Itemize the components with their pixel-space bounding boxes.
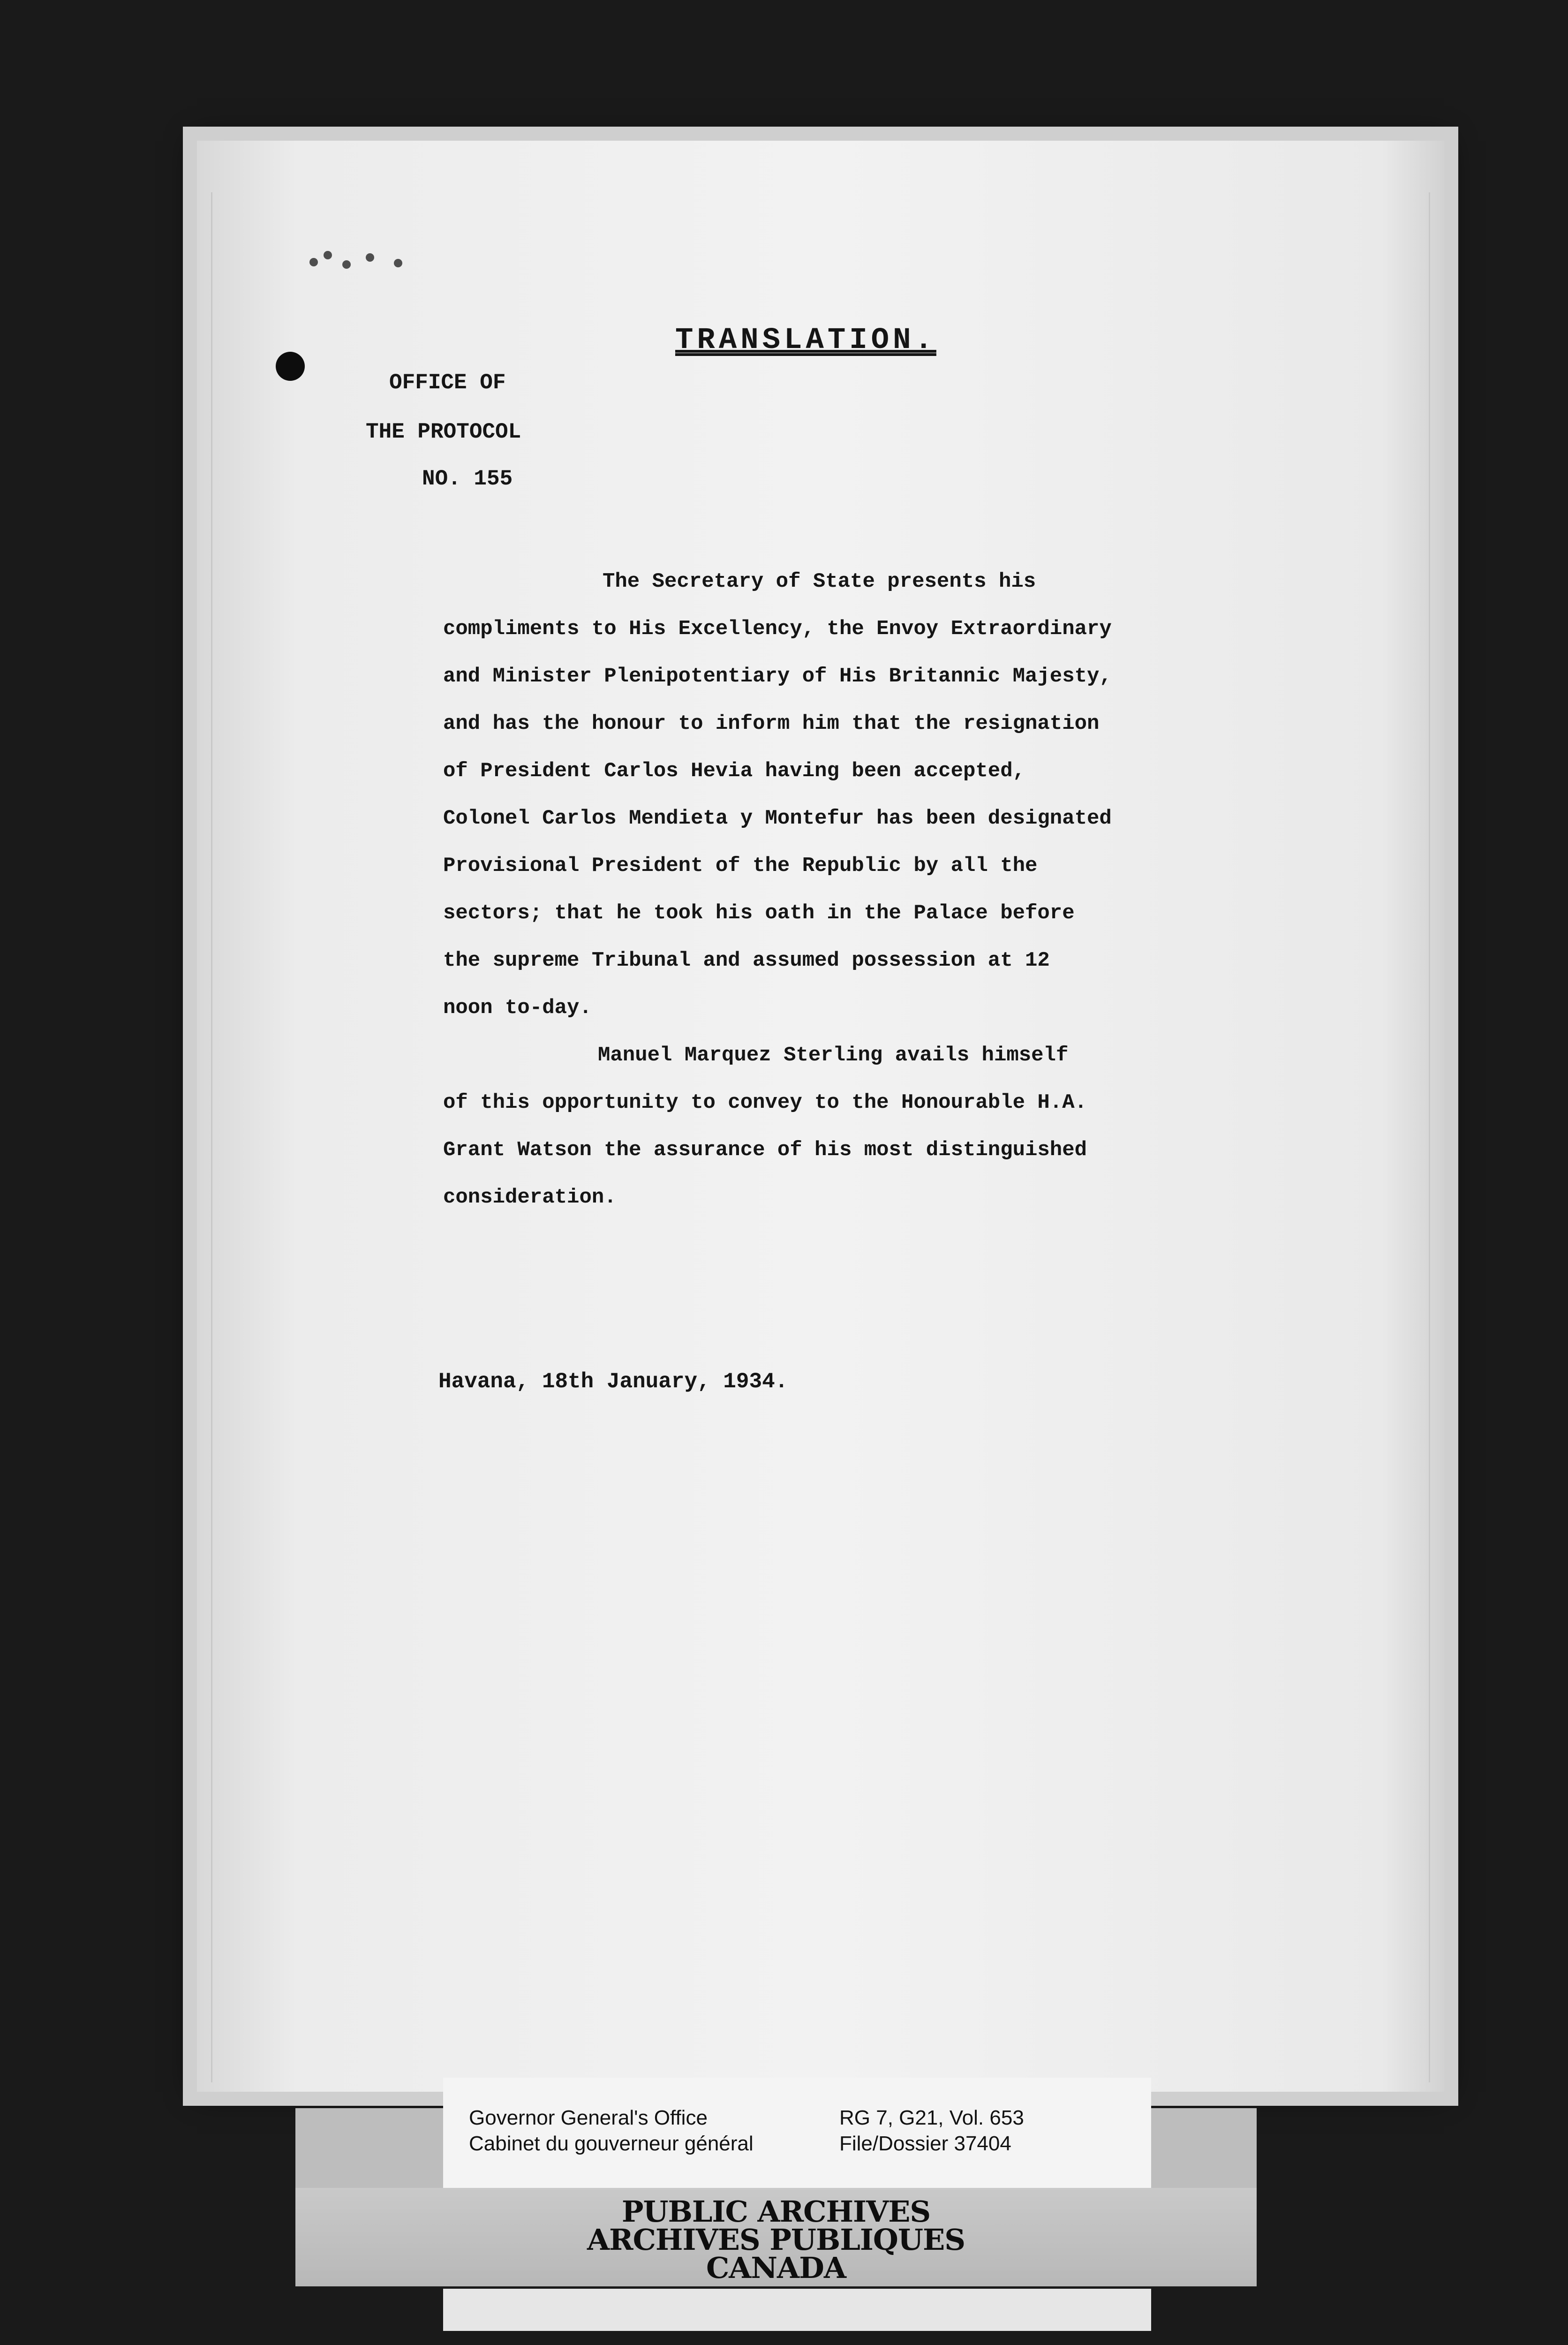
archives-stamp-line-3: CANADA [706,2251,846,2285]
closing-line: consideration. [443,1186,617,1209]
archives-stamp-line-2: ARCHIVES PUBLIQUES [587,2223,965,2257]
paper-stain [305,249,408,277]
office-line-1: OFFICE OF [389,371,506,395]
office-label-fr: Cabinet du gouverneur général [469,2132,754,2155]
body-line: and Minister Plenipotentiary of His Britannic Majesty, [443,665,1112,688]
body-line: compliments to His Excellency, the Envoy Extraordinary [443,617,1112,641]
body-line: the supreme Tribunal and assumed possession at 12 [443,949,1050,972]
closing-line: Grant Watson the assurance of his most distinguished [443,1138,1087,1162]
body-line: and has the honour to inform him that the resignation [443,712,1100,735]
file-dossier-label: File/Dossier 37404 [839,2132,1011,2155]
letter-body [443,558,1240,1221]
body-line: The Secretary of State presents his [603,570,1036,593]
label-bottom-strip [443,2289,1151,2331]
office-line-2: THE PROTOCOL [366,420,521,444]
body-line: noon to-day. [443,996,592,1020]
body-line: Provisional President of the Republic by all the [443,854,1038,877]
record-group-label: RG 7, G21, Vol. 653 [839,2106,1024,2129]
body-line: Colonel Carlos Mendieta y Montefur has been designated [443,807,1112,830]
office-label-en: Governor General's Office [469,2106,708,2129]
archives-stamp-line-1: PUBLIC ARCHIVES [621,2194,931,2229]
punch-hole [276,352,305,381]
body-line: sectors; that he took his oath in the Palace before [443,901,1075,925]
office-number: NO. 155 [422,467,513,491]
document-heading: TRANSLATION. [675,324,936,357]
date-line: Havana, 18th January, 1934. [438,1369,788,1394]
body-line: of President Carlos Hevia having been accepted, [443,759,1025,783]
closing-line: of this opportunity to convey to the Honourable H.A. [443,1091,1087,1114]
closing-line: Manuel Marquez Sterling avails himself [598,1044,1069,1067]
